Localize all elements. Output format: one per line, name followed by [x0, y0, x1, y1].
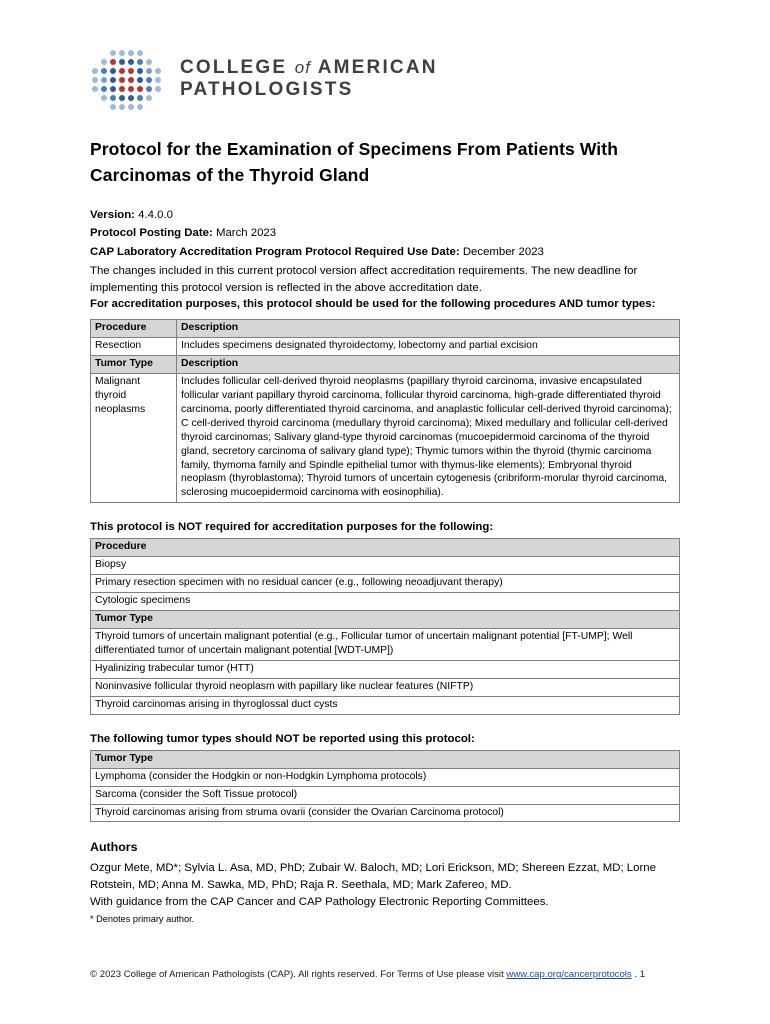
not-reported-table — [90, 750, 680, 823]
footer-copyright: © 2023 College of American Pathologists (CAP). All rights reserved. For Terms of Use please visit — [90, 969, 507, 980]
not-required-heading: This protocol is NOT required for accreditation purposes for the following: — [90, 521, 494, 534]
cell-item: Sarcoma (consider the Soft Tissue protocol) — [91, 786, 680, 804]
version-value: 4.4.0.0 — [138, 208, 173, 221]
table-row — [91, 373, 680, 502]
required-use-date-label: CAP Laboratory Accreditation Program Protocol Required Use Date: — [90, 246, 460, 259]
table-row — [91, 678, 680, 696]
version-line — [90, 207, 680, 224]
cell-description: Description — [177, 320, 680, 338]
table-header-row — [91, 611, 680, 629]
logo-line1-of: of — [294, 57, 311, 77]
logo-line1-college: COLLEGE — [180, 56, 288, 78]
cell-item: Thyroid carcinomas arising from struma ovarii (consider the Ovarian Carcinoma protocol) — [91, 804, 680, 822]
required-use-date-value: December 2023 — [462, 246, 544, 259]
cell-item: Biopsy — [91, 557, 680, 575]
authors-footnote: * Denotes primary author. — [90, 914, 195, 925]
footer-page-number: . 1 — [631, 969, 646, 980]
posting-date-line — [90, 225, 680, 242]
cell-description: Includes specimens designated thyroidectomy, lobectomy and partial excision — [177, 338, 680, 356]
page-footer — [90, 969, 696, 980]
cell-item: Cytologic specimens — [91, 593, 680, 611]
page-title: Protocol for the Examination of Specimens From Patients With Carcinomas of the Thyroid Gland — [90, 139, 618, 186]
logo-line1-american: AMERICAN — [317, 56, 438, 78]
cap-logo-text — [180, 57, 438, 102]
accreditation-note: For accreditation purposes, this protocol should be used for the following procedures AND tumor types: — [90, 298, 656, 311]
cell-procedure: Procedure — [91, 320, 177, 338]
table-row — [91, 629, 680, 661]
cell-description: Includes follicular cell-derived thyroid neoplasms (papillary thyroid carcinoma, invasive encapsulated follicular variant papillary thyroid carcinoma, follicular thyroid carcinoma, high-grade differentiated thyroid carcinoma, poorly differentiated thyroid carcinoma, and anaplastic follicular cell-derived thyroid carcinoma); C cell-derived thyroid carcinoma (medullary thyroid carcinoma); Mixed medullary and follicular cell-derived thyroid carcinomas; Salivary gland-type thyroid carcinomas (mucoepidermoid carcinoma of the thyroid gland, secretory carcinoma of salivary gland type); Thymic tumors within the thyroid (thymic carcinoma family, thymoma family and Spindle epithelial tumor with thymus-like elements); Embryonal thyroid neoplasm (thyroblastoma); Thyroid tumors of uncertain cytogenesis (cribriform-morular thyroid carcinoma, sclerosing mucoepidermoid carcinoma with eosinophilia). — [177, 373, 680, 502]
changes-note: The changes included in this current protocol version affect accreditation requirements. The new deadline for implementing this protocol version is reflected in the above accreditation date. — [90, 264, 638, 294]
cell-procedure: Resection — [91, 338, 177, 356]
cell-item: Noninvasive follicular thyroid neoplasm with papillary like nuclear features (NIFTP) — [91, 678, 680, 696]
table-row — [91, 557, 680, 575]
cap-dot-matrix-logo-icon — [90, 48, 162, 110]
authors-guidance: With guidance from the CAP Cancer and CAP Pathology Electronic Reporting Committees. — [90, 896, 549, 909]
required-use-date-line — [90, 244, 680, 261]
cell-description: Description — [177, 355, 680, 373]
cell-item: Thyroid carcinomas arising in thyroglossal duct cysts — [91, 696, 680, 714]
table-row — [91, 804, 680, 822]
authors-list: Ozgur Mete, MD*; Sylvia L. Asa, MD, PhD; Zubair W. Baloch, MD; Lori Erickson, MD; Shereen Ezzat, MD; Lorne Rotstein, MD; Anna M. Sawka, MD, PhD; Raja R. Seethala, MD; Mark Zafereo, MD. — [90, 862, 656, 892]
logo-line2-pathologists: PATHOLOGISTS — [180, 79, 354, 100]
authors-heading: Authors — [90, 840, 138, 855]
table-row — [91, 575, 680, 593]
cell-item: Tumor Type — [91, 611, 680, 629]
table-header-row — [91, 750, 680, 768]
posting-date-label: Protocol Posting Date: — [90, 227, 213, 240]
required-procedures-table — [90, 319, 680, 503]
cell-item: Hyalinizing trabecular tumor (HTT) — [91, 660, 680, 678]
not-required-table — [90, 538, 680, 714]
table-header-row — [91, 539, 680, 557]
table-row — [91, 338, 680, 356]
posting-date-value: March 2023 — [215, 227, 277, 240]
cell-item: Primary resection specimen with no residual cancer (e.g., following neoadjuvant therapy) — [91, 575, 680, 593]
cap-logo — [90, 48, 680, 110]
version-label: Version: — [90, 208, 135, 221]
cell-item: Thyroid tumors of uncertain malignant potential (e.g., Follicular tumor of uncertain malignant potential [FT-UMP]; Well differentiated tumor of uncertain malignant potential [WDT-UMP]) — [91, 629, 680, 661]
cell-item: Tumor Type — [91, 750, 680, 768]
table-row — [91, 593, 680, 611]
table-row — [91, 696, 680, 714]
cap-cancer-protocols-link[interactable]: www.cap.org/cancerprotocols — [506, 969, 632, 980]
not-reported-heading: The following tumor types should NOT be reported using this protocol: — [90, 732, 475, 745]
cell-item: Procedure — [91, 539, 680, 557]
table-header-row — [91, 355, 680, 373]
cell-item: Lymphoma (consider the Hodgkin or non-Hodgkin Lymphoma protocols) — [91, 768, 680, 786]
cell-procedure: Malignant thyroid neoplasms — [91, 373, 177, 502]
cell-procedure: Tumor Type — [91, 355, 177, 373]
table-row — [91, 786, 680, 804]
table-header-row — [91, 320, 680, 338]
table-row — [91, 660, 680, 678]
table-row — [91, 768, 680, 786]
